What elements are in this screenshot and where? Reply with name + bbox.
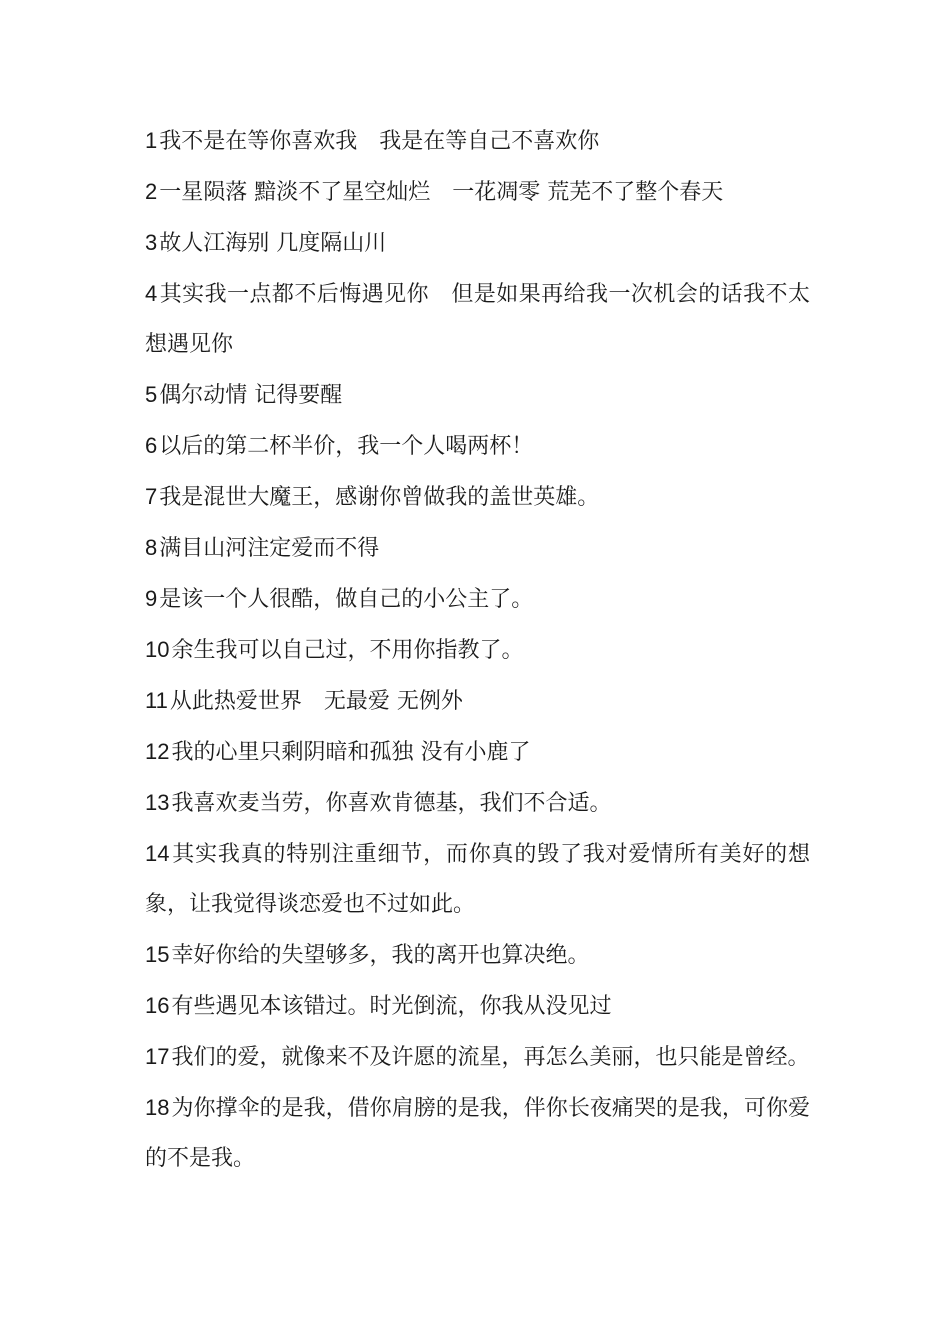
item-number: 9 [145,586,158,611]
item-number: 5 [145,382,158,407]
item-number: 2 [145,179,158,204]
item-text: 我喜欢麦当劳，你喜欢肯德基，我们不合适。 [171,791,612,816]
list-item [145,269,810,370]
item-text: 故人江海别 几度隔山川 [159,231,387,256]
item-text: 我是混世大魔王，感谢你曾做我的盖世英雄。 [159,485,600,510]
item-number: 18 [145,1095,170,1120]
list-item [145,981,810,1032]
item-number: 16 [145,993,170,1018]
item-number: 3 [145,230,158,255]
item-text: 其实我一点都不后悔遇见你 但是如果再给我一次机会的话我不太想遇见你 [145,282,810,357]
item-text: 余生我可以自己过，不用你指教了。 [171,638,524,663]
list-item [145,421,810,472]
list-item [145,1083,810,1184]
item-text: 幸好你给的失望够多，我的离开也算决绝。 [171,943,590,968]
list-item [145,727,810,778]
list-item [145,472,810,523]
item-number: 13 [145,790,170,815]
item-text: 是该一个人很酷，做自己的小公主了。 [159,587,534,612]
list-item [145,218,810,269]
list-item [145,778,810,829]
item-text: 有些遇见本该错过。时光倒流，你我从没见过 [171,994,612,1019]
item-number: 4 [145,281,158,306]
item-number: 11 [145,688,168,713]
list-item [145,625,810,676]
list-item [145,676,810,727]
item-number: 12 [145,739,170,764]
item-number: 6 [145,433,158,458]
item-text: 我的心里只剩阴暗和孤独 没有小鹿了 [171,740,531,765]
item-number: 7 [145,484,158,509]
item-text: 为你撑伞的是我，借你肩膀的是我，伴你长夜痛哭的是我，可你爱的不是我。 [145,1096,810,1171]
quote-list [145,116,810,1184]
item-text: 我不是在等你喜欢我 我是在等自己不喜欢你 [159,129,600,154]
item-number: 17 [145,1044,170,1069]
list-item [145,116,810,167]
item-text: 我们的爱，就像来不及许愿的流星，再怎么美丽，也只能是曾经。 [171,1045,810,1070]
list-item [145,523,810,574]
list-item [145,574,810,625]
item-text: 偶尔动情 记得要醒 [159,383,343,408]
list-item [145,370,810,421]
item-number: 8 [145,535,158,560]
item-number: 1 [145,128,158,153]
item-number: 15 [145,942,170,967]
item-text: 一星陨落 黯淡不了星空灿烂 一花凋零 荒芜不了整个春天 [159,180,724,205]
item-number: 10 [145,637,170,662]
item-text: 满目山河注定爱而不得 [159,536,380,561]
list-item [145,167,810,218]
list-item [145,829,810,930]
item-text: 以后的第二杯半价，我一个人喝两杯！ [159,434,534,459]
list-item [145,930,810,981]
item-text: 从此热爱世界 无最爱 无例外 [169,689,463,714]
item-text: 其实我真的特别注重细节，而你真的毁了我对爱情所有美好的想象，让我觉得谈恋爱也不过如此。 [145,842,810,917]
list-item [145,1032,810,1083]
item-number: 14 [145,841,170,866]
